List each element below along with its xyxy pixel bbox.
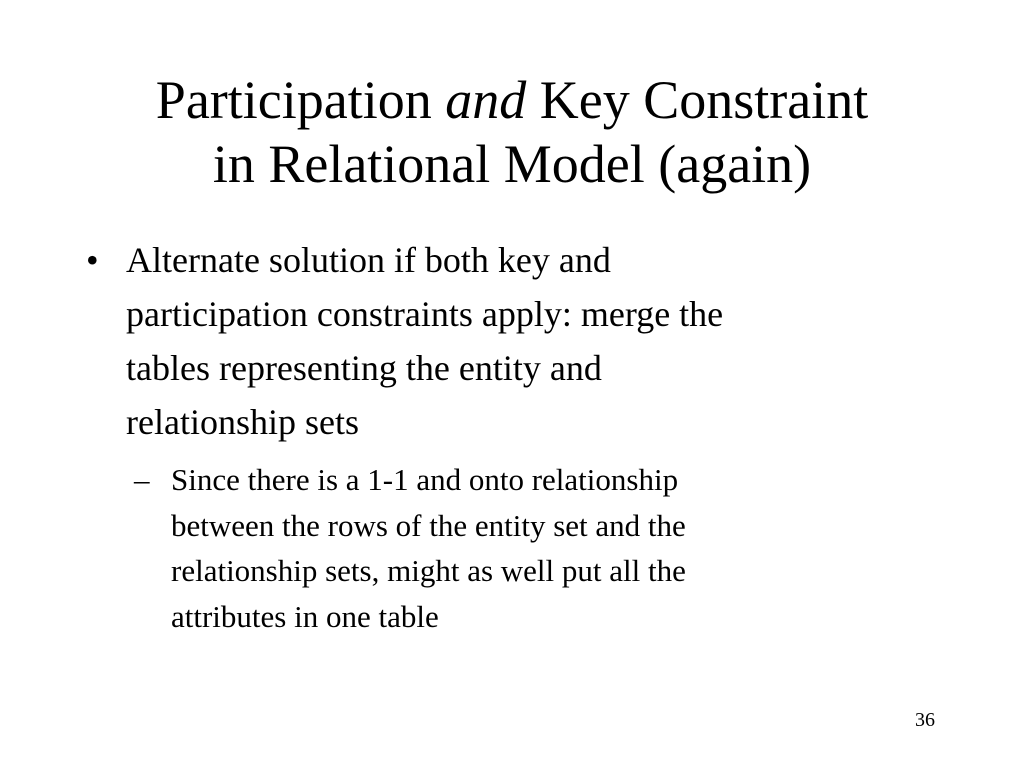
sub-bullet-item: [126, 457, 966, 639]
title-italic-word: and: [445, 70, 527, 130]
bullet-text-line: relationship sets: [126, 402, 359, 442]
bullet-text-line: participation constraints apply: merge the: [126, 294, 724, 334]
title-text-after: Key Constraint: [526, 70, 869, 130]
sub-bullet-text-line: between the rows of the entity set and the: [171, 507, 686, 543]
sub-bullet-text-line: relationship sets, might as well put all the: [171, 553, 686, 588]
bullet-list: [86, 233, 966, 639]
page-number: 36: [915, 709, 935, 731]
bullet-text-line: tables representing the entity and: [126, 348, 602, 388]
title-line-2: in Relational Model (again): [212, 134, 812, 194]
title-text-before: Participation: [155, 70, 446, 130]
sub-bullet-text-line: Since there is a 1-1 and onto relationship: [171, 462, 679, 497]
bullet-item: [86, 233, 966, 639]
bullet-text-line: Alternate solution if both key and: [126, 240, 611, 280]
sub-bullet-list: [126, 457, 966, 639]
sub-bullet-text-line: attributes in one table: [171, 598, 439, 634]
bullet-marker: •: [86, 240, 99, 280]
title-line-1: [40, 68, 984, 132]
sub-bullet-marker: –: [134, 462, 150, 497]
slide-title: [40, 68, 984, 196]
